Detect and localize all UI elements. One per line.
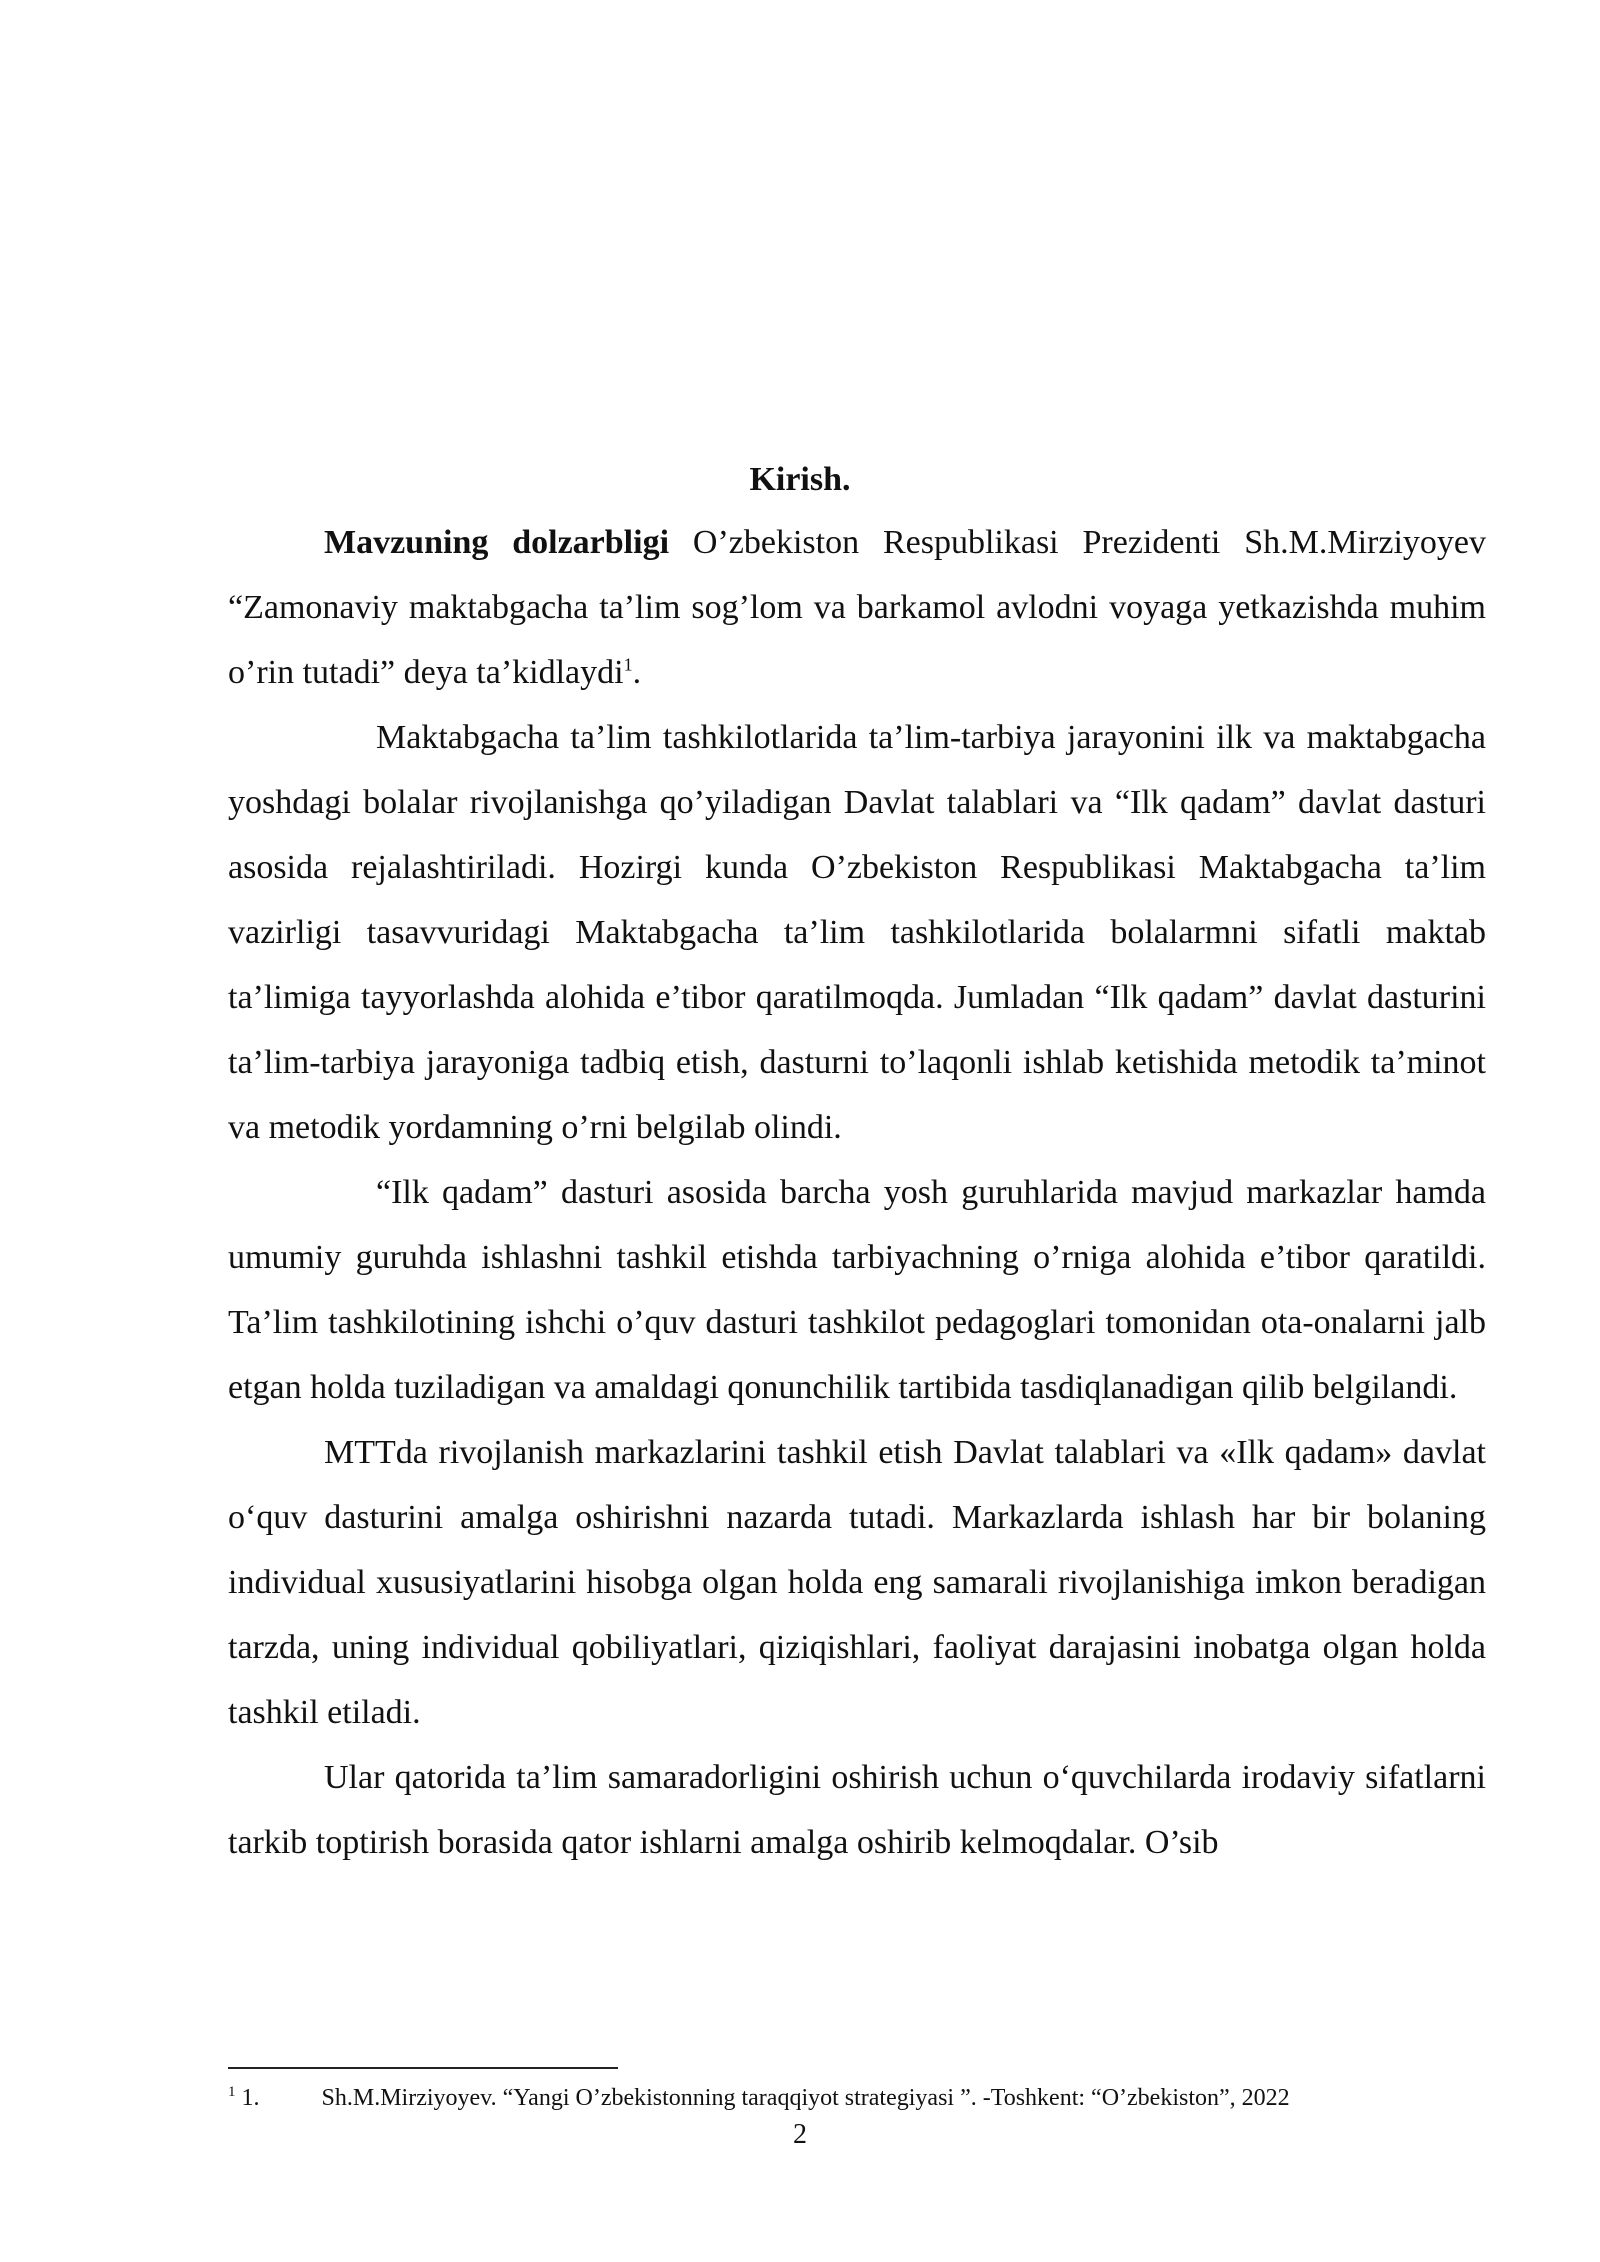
- paragraph-efficiency: Ular qatorida ta’lim samaradorligini oshirish uchun o‘quvchilarda irodaviy sifatlarni tarkib toptirish borasida qator ishlarni amalga oshirib kelmoqdalar. O’sib: [228, 1759, 1486, 1861]
- footnote-text: Sh.M.Mirziyoyev. “Yangi O’zbekistonning taraqqiyot strategiyasi ”. -Toshkent: “O’zbekiston”, 2022: [321, 2085, 1290, 2111]
- paragraph-planning: Maktabgacha ta’lim tashkilotlarida ta’lim-tarbiya jarayonini ilk va maktabgacha yoshdagi bolalar rivojlanishga qo’yiladigan Davlat talablari va “Ilk qadam” davlat dasturi asosida rejalashtiriladi. Hozirgi kunda O’zbekiston Respublikasi Maktabgacha ta’lim vazirligi tasavvuridagi Maktabgacha ta’lim tashkilotlarida bolalarmni sifatli maktab ta’limiga tayyorlashda alohida e’tibor qaratilmoqda. Jumladan “Ilk qadam” davlat dasturini ta’lim-tarbiya jarayoniga tadbiq etish, dasturni to’laqonli ishlab ketishida metodik ta’minot va metodik yordamning o’rni belgilab olindi.: [228, 719, 1486, 1146]
- section-heading: Kirish.: [749, 461, 851, 498]
- relevance-end: .: [632, 654, 642, 691]
- page-number: 2: [793, 2119, 807, 2150]
- paragraph-relevance: [228, 510, 1486, 705]
- paragraph-ilk-qadam: “Ilk qadam” dasturi asosida barcha yosh guruhlarida mavjud markazlar hamda umumiy guruhda ishlashni tashkil etishda tarbiyachning o’rniga alohida e’tibor qaratildi. Ta’lim tashkilotining ishchi o’quv dasturi tashkilot pedagoglari tomonidan ota-onalarni jalb etgan holda tuziladigan va amaldagi qonunchilik tartibida tasdiqlanadigan qilib belgilandi.: [228, 1174, 1486, 1406]
- footnote-mark: 1: [228, 2084, 236, 2100]
- footnote-reference[interactable]: 1: [623, 654, 633, 675]
- document-body: [228, 510, 1486, 1875]
- footnote-separator: [228, 2067, 618, 2069]
- footnote: [228, 2082, 1528, 2114]
- footnote-number: 1.: [241, 2085, 260, 2111]
- relevance-text: O’zbekiston Respublikasi Prezidenti Sh.M.Mirziyoyev “Zamonaviy maktabgacha ta’lim sog’lom va barkamol avlodni voyaga yetkazishda muhim o’rin tutadi” deya ta’kidlaydi: [228, 524, 1486, 691]
- paragraph-centers: MTTda rivojlanish markazlarini tashkil etish Davlat talablari va «Ilk qadam» davlat o‘quv dasturini amalga oshirishni nazarda tutadi. Markazlarda ishlash har bir bolaning individual xususiyatlarini hisobga olgan holda eng samarali rivojlanishiga imkon beradigan tarzda, uning individual qobiliyatlari, qiziqishlari, faoliyat darajasini inobatga olgan holda tashkil etiladi.: [228, 1434, 1486, 1731]
- relevance-lead: Mavzuning dolzarbligi: [324, 524, 670, 561]
